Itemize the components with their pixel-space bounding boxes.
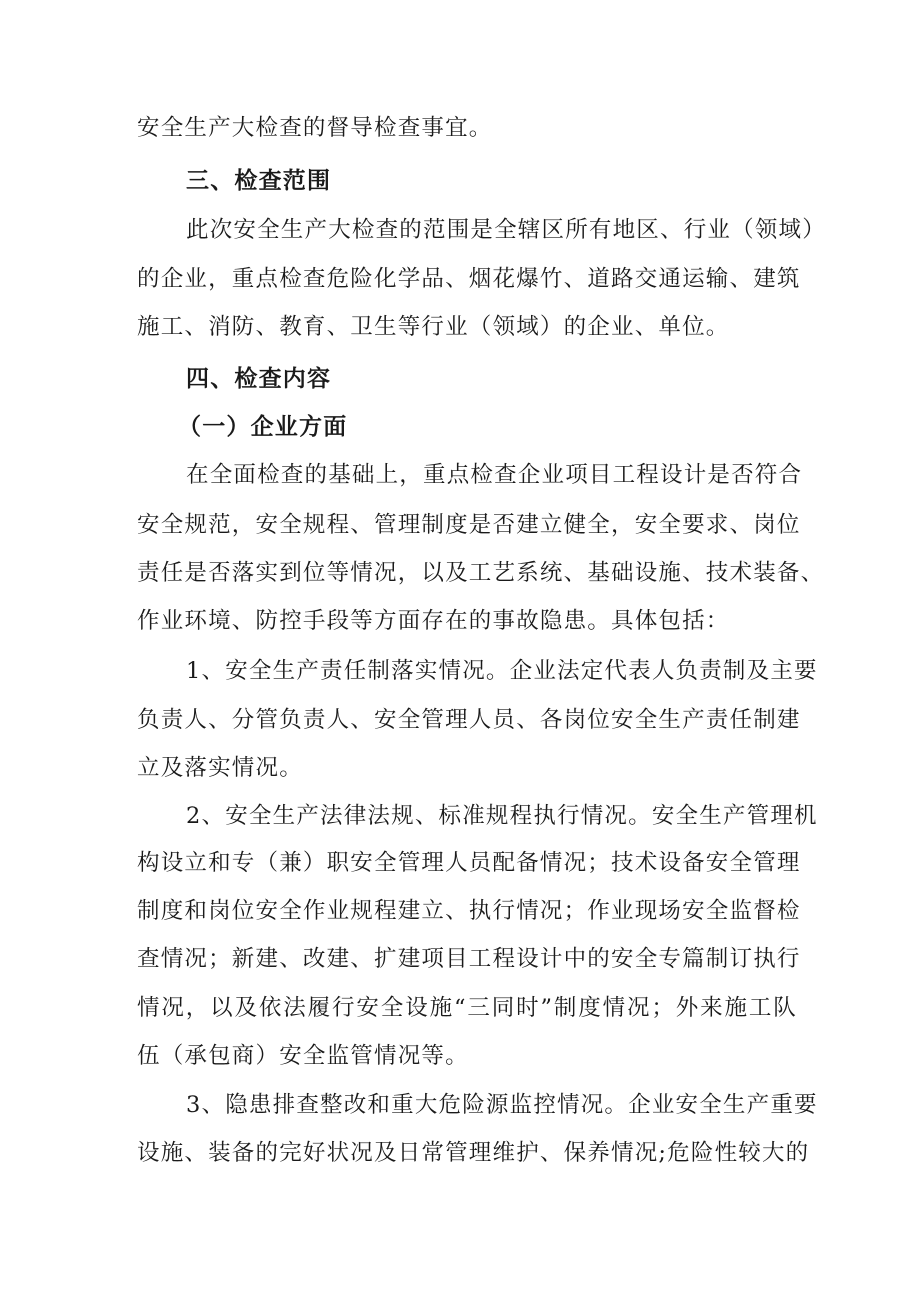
paragraph-line: 负责人、分管负责人、安全管理人员、各岗位安全生产责任制建 xyxy=(137,707,801,733)
paragraph-line: 伍（承包商）安全监管情况等。 xyxy=(137,1043,469,1069)
paragraph-line: 立及落实情况。 xyxy=(137,755,303,781)
paragraph-line: 设施、装备的完好状况及日常管理维护、保养情况;危险性较大的 xyxy=(137,1140,810,1166)
section-heading-scope: 三、检查范围 xyxy=(186,168,332,194)
paragraph-line: 安全规范，安全规程、管理制度是否建立健全，安全要求、岗位 xyxy=(137,512,801,538)
paragraph-line: 安全生产大检查的督导检查事宜。 xyxy=(137,115,493,141)
paragraph-line: 在全面检查的基础上，重点检查企业项目工程设计是否符合 xyxy=(186,462,803,488)
subsection-heading-enterprise: （一）企业方面 xyxy=(178,414,348,440)
paragraph-line: 制度和岗位安全作业规程建立、执行情况；作业现场安全监督检 xyxy=(137,898,801,924)
paragraph-line: 3、隐患排查整改和重大危险源监控情况。企业安全生产重要 xyxy=(186,1092,818,1118)
paragraph-line: 施工、消防、教育、卫生等行业（领域）的企业、单位。 xyxy=(137,314,730,340)
paragraph-line: 作业环境、防控手段等方面存在的事故隐患。具体包括： xyxy=(137,608,730,634)
paragraph-line: 此次安全生产大检查的范围是全辖区所有地区、行业（领域） xyxy=(186,217,826,243)
paragraph-line: 1、安全生产责任制落实情况。企业法定代表人负责制及主要 xyxy=(186,658,818,684)
paragraph-line: 2、安全生产法律法规、标准规程执行情况。安全生产管理机 xyxy=(186,803,818,829)
paragraph-line: 查情况；新建、改建、扩建项目工程设计中的安全专篇制订执行 xyxy=(137,946,801,972)
section-heading-content: 四、检查内容 xyxy=(186,366,332,392)
paragraph-line: 的企业，重点检查危险化学品、烟花爆竹、道路交通运输、建筑 xyxy=(137,266,801,292)
paragraph-line: 责任是否落实到位等情况，以及工艺系统、基础设施、技术装备、 xyxy=(137,560,825,586)
paragraph-line: 情况，以及依法履行安全设施“三同时”制度情况；外来施工队 xyxy=(137,995,797,1021)
paragraph-line: 构设立和专（兼）职安全管理人员配备情况；技术设备安全管理 xyxy=(137,850,801,876)
